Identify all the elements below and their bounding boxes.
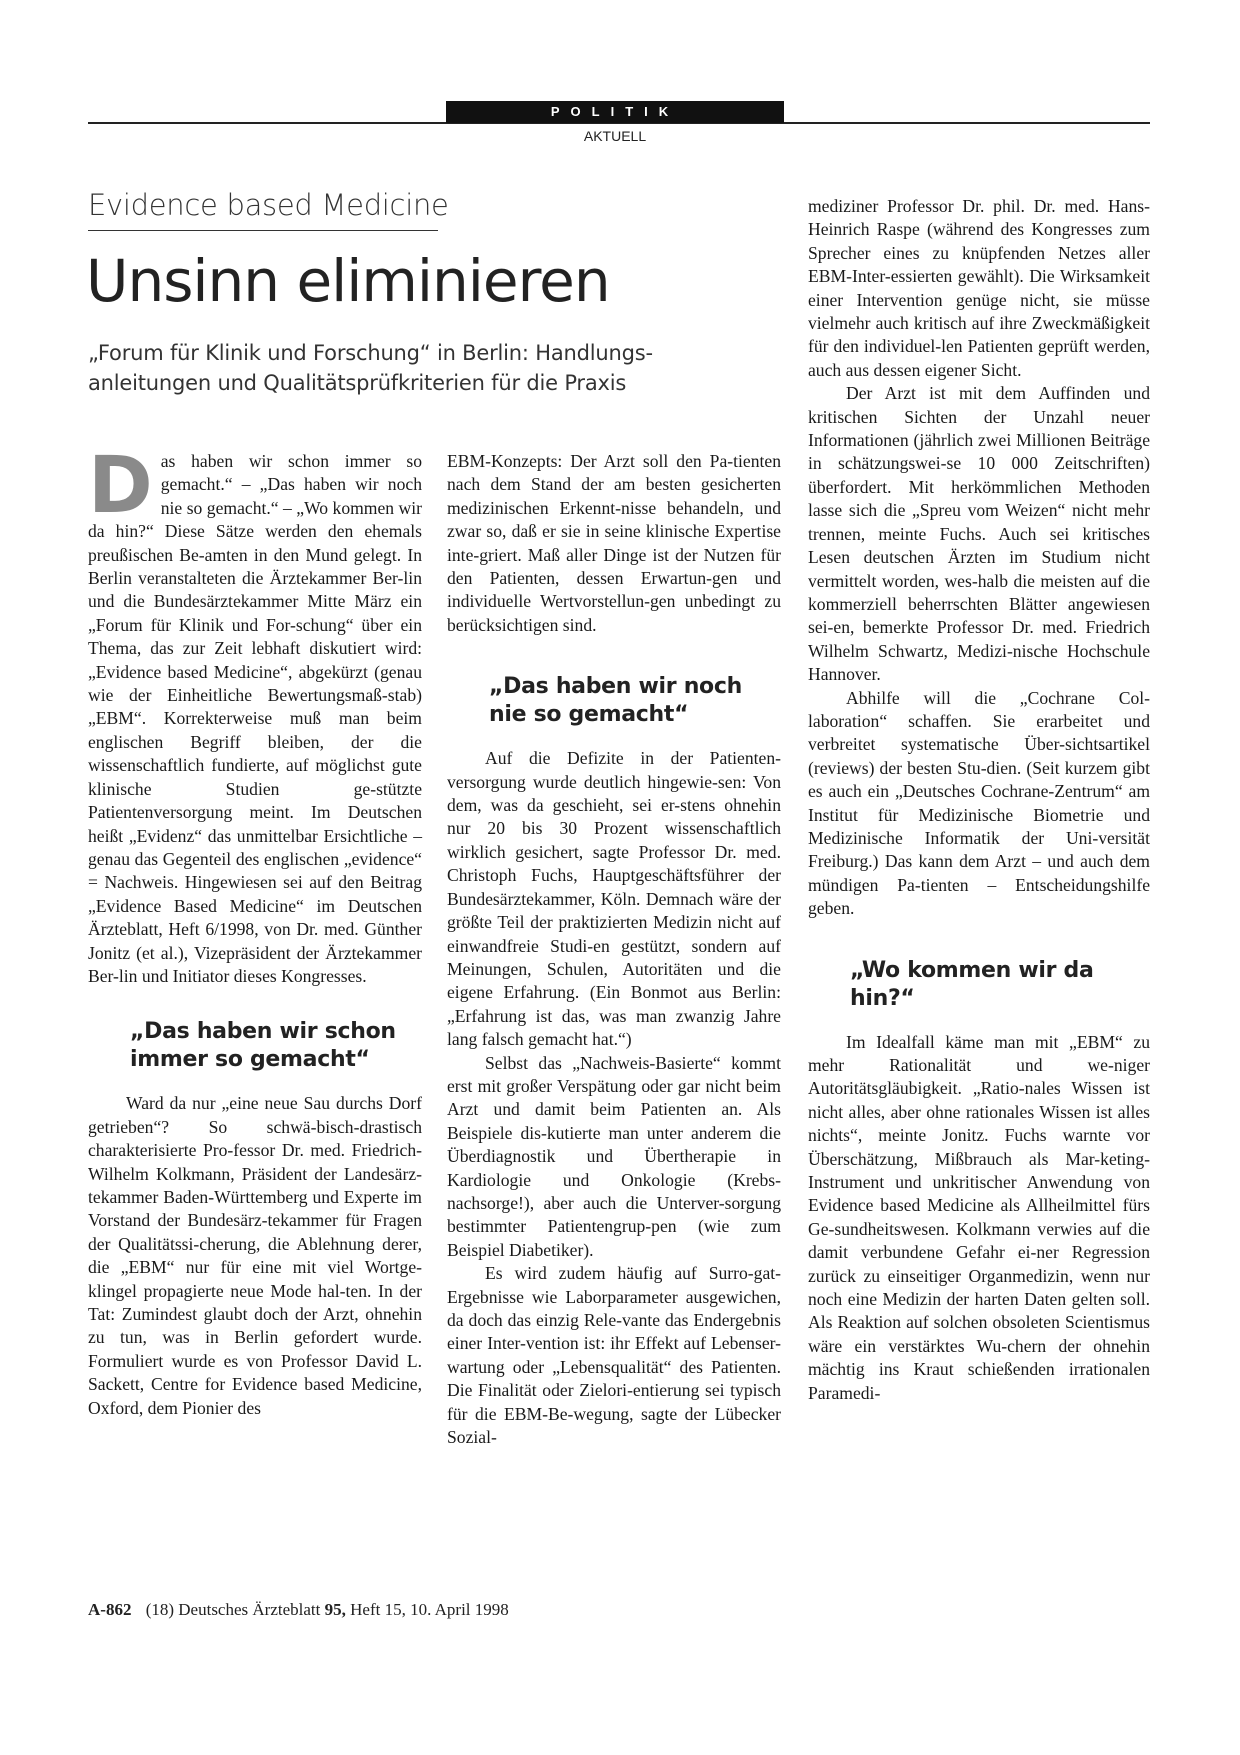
text-column-3 — [808, 195, 1150, 1405]
section-label: POLITIK — [446, 101, 784, 123]
paragraph: mediziner Professor Dr. phil. Dr. med. Hans-Heinrich Raspe (während des Kongresses zum Sprecher eines zu knüpfenden Netzes aller EBM-Inter-essierten gewählt). Die Wirksamkeit einer Intervention genüge nicht, sie müsse vielmehr auch kritisch auf ihre Zweckmäßigkeit für den individuel-len Patienten geprüft werden, auch aus dessen eigener Sicht. — [808, 196, 1150, 380]
paragraph: Es wird zudem häufig auf Surro-gat-Ergebnisse wie Laborparameter ausgewichen, da doch das einzig Rele-vante das Endergebnis einer Inter-vention ist: ihr Effekt auf Lebenser-wartung oder „Lebensqualität“ des Patienten. Die Finalität oder Zielori-entierung sei typisch für die EBM-Be-wegung, sagte der Lübecker Sozial- — [447, 1263, 781, 1448]
footer-issue: Heft 15, 10. April 1998 — [350, 1600, 509, 1619]
paragraph: Im Idealfall käme man mit „EBM“ zu mehr Rationalität und we-niger Autoritätsgläubigkeit. „Ratio-nales Wissen ist nicht alles, aber ohne rationales Wissen ist alles nichts“, meinte Jonitz. Fuchs warnte vor Überschätzung, Mißbrauch als Mar-keting-Instrument und unkritischer Anwendung von Evidence based Medicine als Allheilmittel fürs Ge-sundheitswesen. Kolkmann verwies auf die damit verbundene Gefahr ei-ner Regression zurück zu einseitiger Organmedizin, wenn nur noch eine Medizin der harten Daten gelten soll. Als Reaktion auf solchen obsoleten Scientismus wäre ein verstärktes Wu-chern der ohnehin mächtig ins Kraut schießenden irrationalen Paramedi- — [808, 1031, 1150, 1403]
kicker-underline — [88, 230, 438, 231]
article-kicker: Evidence based Medicine — [88, 188, 449, 222]
text-column-1 — [88, 441, 422, 1420]
article-subhead: „Forum für Klinik und Forschung“ in Berlin: Handlungs-anleitungen und Qualitätsprüfkriterien für die Praxis — [88, 341, 653, 395]
paragraph: Abhilfe will die „Cochrane Col-laboration“ schaffen. Sie erarbeitet und verbreitet systematische Über-sichtsartikel (reviews) der besten Stu-dien. (Seit kurzem gibt es auch ein „Deutsches Cochrane-Zentrum“ am Institut für Medizinische Biometrie und Medizinische Informatik der Uni-versität Freiburg.) Das kann dem Arzt – und auch dem mündigen Pa-tienten – Entscheidungshilfe geben. — [808, 687, 1150, 919]
paragraph: Selbst das „Nachweis-Basierte“ kommt erst mit großer Verspätung oder gar nicht beim Arzt und damit beim Patienten an. Als Beispiele dis-kutierte man unter anderem die Überdiagnostik und Übertherapie in Kardiologie und Onkologie (Krebs-nachsorge!), aber auch die Unterver-sorgung bestimmter Patientengrup-pen (wie zum Beispiel Diabetiker). — [447, 1052, 781, 1260]
page-number: A-862 — [88, 1600, 132, 1619]
subsection-label: AKTUELL — [583, 128, 647, 144]
section-heading: „Wo kommen wir da hin?“ — [850, 957, 1094, 1011]
paragraph — [88, 441, 422, 988]
section-heading: „Das haben wir noch nie so gemacht“ — [489, 674, 742, 728]
paragraph: Der Arzt ist mit dem Auffinden und kritischen Sichten der Unzahl neuer Informationen (jährlich zwei Millionen Beiträge in schätzungswei-se 10 000 Zeitschriften) überfordert. Mit herkömmlichen Methoden lasse sich die „Spreu vom Weizen“ nicht mehr trennen, meinte Fuchs. Auch sei kritisches Lesen deutschen Ärzten im Studium nicht vermittelt worden, wes-halb die meisten auf die kommerziell beherrschten Blätter angewiesen sei-en, bemerkte Professor Dr. med. Friedrich Wilhelm Schwartz, Medizi-nische Hochschule Hannover. — [808, 383, 1150, 685]
paragraph: Auf die Defizite in der Patienten-versorgung wurde deutlich hingewie-sen: Von dem, was da geschieht, sei er-stens ohnehin nur 20 bis 30 Prozent wissenschaftlich wirklich gesichert, sagte Professor Dr. med. Christoph Fuchs, Hauptgeschäftsführer der Bundesärztekammer, Köln. Demnach wäre der größte Teil der praktizierten Medizin nicht auf einwandfreie Studi-en gestützt, sondern auf Meinungen, Schulen, Autoritäten und die eigene Erfahrung. (Ein Bonmot aus Berlin: „Erfahrung ist das, was man zwanzig Jahre lang falsch gemacht hat.“) — [447, 748, 781, 1050]
article-headline: Unsinn eliminieren — [86, 247, 610, 315]
footer-volume: 95, — [324, 1600, 346, 1619]
page-footer — [88, 1600, 509, 1620]
drop-cap: D — [88, 441, 153, 531]
paragraph: Ward da nur „eine neue Sau durchs Dorf getrieben“? So schwä-bisch-drastisch charakterisierte Pro-fessor Dr. med. Friedrich-Wilhelm Kolkmann, Präsident der Landesärz-tekammer Baden-Württemberg und Experte im Vorstand der Bundesärz-tekammer für Fragen der Qualitätssi-cherung, die Ablehnung derer, die „EBM“ nur für eine mit viel Wortge-klingel propagierte neue Mode hal-ten. In der Tat: Zumindest glaubt doch der Arzt, ohnehin zu tun, was in Berlin gefordert wurde. Formuliert wurde es von Professor David L. Sackett, Centre for Evidence based Medicine, Oxford, dem Pionier des — [88, 1093, 422, 1418]
paragraph: EBM-Konzepts: Der Arzt soll den Pa-tienten nach dem Stand der am besten gesicherten medizinischen Erkennt-nisse behandeln, und zwar so, daß er sie in seine klinische Expertise inte-griert. Maß aller Dinge ist der Nutzen für den Patienten, dessen Erwartun-gen und individuelle Wertvorstellun-gen unbedingt zu berücksichtigen sind. — [447, 451, 781, 635]
text-column-2 — [447, 450, 781, 1449]
footer-source: (18) Deutsches Ärzteblatt — [145, 1600, 321, 1619]
paragraph-text: as haben wir schon immer so gemacht.“ – „Das haben wir noch nie so gemacht.“ – „Wo kommen wir da hin?“ Diese Sätze werden den ehemals preußischen Be-amten in den Mund gelegt. In Berlin veranstalteten die Ärztekammer Ber-lin und die Bundesärztekammer Mitte März ein „Forum für Klinik und For-schung“ über ein Thema, das zur Zeit lebhaft diskutiert wird: „Evidence based Medicine“, abgekürzt (genau wie der Einheitliche Bewertungsmaß-stab) „EBM“. Korrekterweise muß man beim englischen Begriff bleiben, der die wissenschaftlich fundierte, auf möglichst gute klinische Studien ge-stützte Patientenversorgung meint. Im Deutschen heißt „Evidenz“ das unmittelbar Ersichtliche – genau das Gegenteil des englischen „evidence“ = Nachweis. Hingewiesen sei auf den Beitrag „Evidence Based Medicine“ im Deutschen Ärzteblatt, Heft 6/1998, von Dr. med. Günther Jonitz (et al.), Vizepräsident der Ärztekammer Ber-lin und Initiator dieses Kongresses. — [88, 451, 422, 986]
section-heading: „Das haben wir schon immer so gemacht“ — [130, 1019, 396, 1073]
